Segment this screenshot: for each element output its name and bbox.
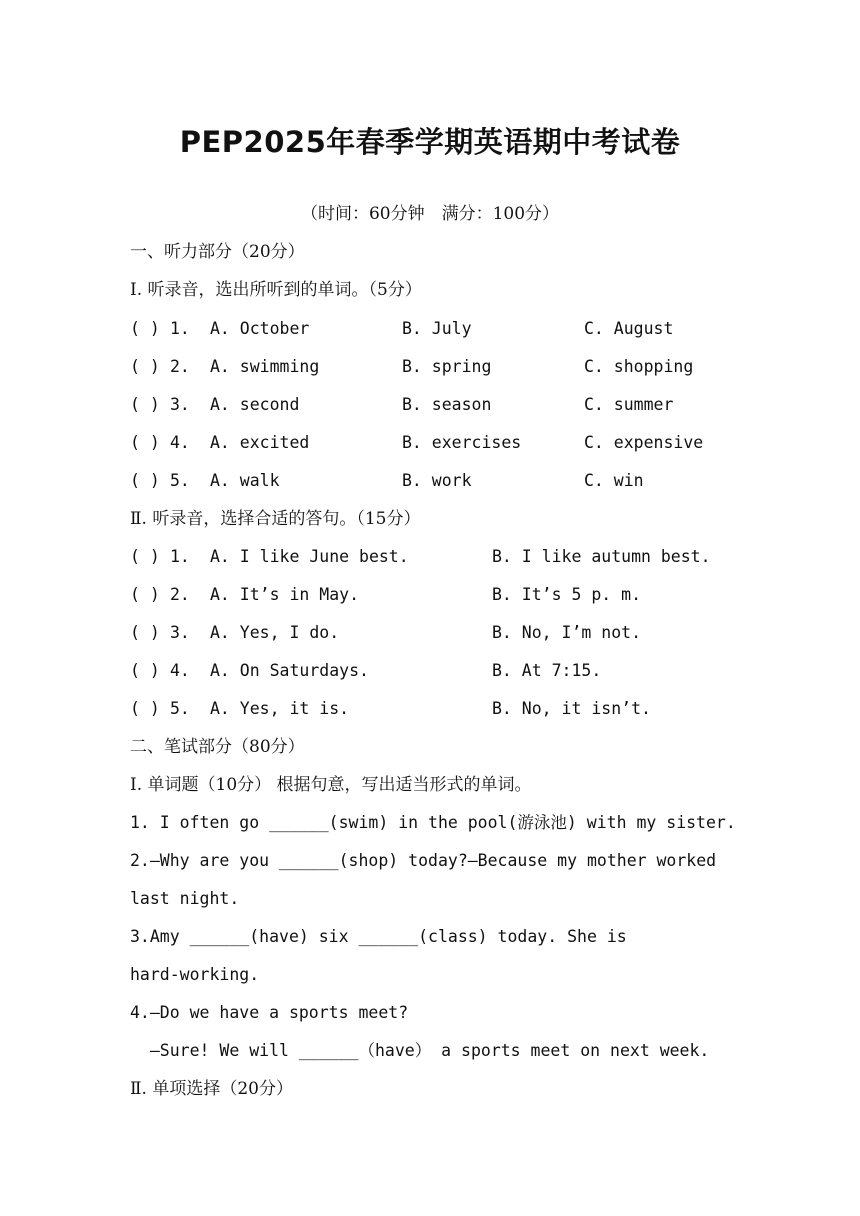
option-a: A. On Saturdays.: [210, 661, 369, 680]
answer-blank[interactable]: ( ): [130, 699, 160, 718]
answer-blank[interactable]: ( ): [130, 585, 160, 604]
fill-blank-question-cont: last night.: [130, 889, 240, 908]
question-row: [130, 355, 750, 379]
answer-blank[interactable]: ( ): [130, 661, 160, 680]
question-number: 4.: [170, 433, 190, 452]
option-c: C. expensive: [584, 433, 704, 452]
option-b: B. At 7:15.: [492, 661, 602, 680]
answer-blank[interactable]: ( ): [130, 547, 160, 566]
answer-blank[interactable]: ( ): [130, 471, 160, 490]
multiple-choice-heading: Ⅱ. 单项选择（20分）: [130, 1079, 293, 1099]
question-number: 3.: [170, 623, 190, 642]
option-a: A. swimming: [210, 357, 320, 376]
fill-blank-question: 3.Amy ______(have) six ______(class) today. She is: [130, 927, 627, 946]
question-number: 1.: [170, 319, 190, 338]
option-b: B. I like autumn best.: [492, 547, 711, 566]
option-b: B. No, I’m not.: [492, 623, 642, 642]
question-number: 5.: [170, 471, 190, 490]
question-row: [130, 431, 750, 455]
question-number: 2.: [170, 585, 190, 604]
answer-blank[interactable]: ( ): [130, 357, 160, 376]
option-b: B. It’s 5 p. m.: [492, 585, 642, 604]
question-row: [130, 469, 750, 493]
part1-heading: 一、听力部分（20分）: [130, 242, 305, 262]
option-a: A. Yes, it is.: [210, 699, 350, 718]
fill-blank-question-cont: hard-working.: [130, 965, 260, 984]
answer-blank[interactable]: ( ): [130, 623, 160, 642]
question-number: 1.: [170, 547, 190, 566]
option-a: A. Yes, I do.: [210, 623, 340, 642]
question-row: [130, 621, 750, 645]
question-row: [130, 659, 750, 683]
option-b: B. season: [402, 395, 492, 414]
answer-blank[interactable]: ( ): [130, 319, 160, 338]
question-row: [130, 317, 750, 341]
option-c: C. shopping: [584, 357, 694, 376]
fill-blank-question-cont: —Sure! We will ______（have） a sports meet on next week.: [130, 1041, 710, 1060]
vocab-section-heading: Ⅰ. 单词题（10分） 根据句意，写出适当形式的单词。: [130, 775, 532, 795]
fill-blank-question: 1. I often go ______(swim) in the pool(游泳池) with my sister.: [130, 813, 736, 832]
question-number: 2.: [170, 357, 190, 376]
question-number: 4.: [170, 661, 190, 680]
question-row: [130, 583, 750, 607]
option-a: A. October: [210, 319, 310, 338]
option-c: C. win: [584, 471, 644, 490]
exam-time-score: （时间：60分钟 满分：100分）: [300, 204, 560, 224]
question-number: 5.: [170, 699, 190, 718]
question-row: [130, 393, 750, 417]
answer-blank[interactable]: ( ): [130, 433, 160, 452]
listening-section1-heading: Ⅰ. 听录音，选出所听到的单词。（5分）: [130, 280, 422, 300]
option-b: B. spring: [402, 357, 492, 376]
option-b: B. exercises: [402, 433, 522, 452]
option-a: A. It’s in May.: [210, 585, 360, 604]
option-c: C. August: [584, 319, 674, 338]
option-a: A. I like June best.: [210, 547, 409, 566]
question-number: 3.: [170, 395, 190, 414]
option-b: B. work: [402, 471, 472, 490]
answer-blank[interactable]: ( ): [130, 395, 160, 414]
question-row: [130, 697, 750, 721]
question-row: [130, 545, 750, 569]
part2-heading: 二、笔试部分（80分）: [130, 737, 305, 757]
option-b: B. July: [402, 319, 472, 338]
listening-section2-heading: Ⅱ. 听录音，选择合适的答句。（15分）: [130, 509, 421, 529]
option-c: C. summer: [584, 395, 674, 414]
option-a: A. walk: [210, 471, 280, 490]
option-a: A. excited: [210, 433, 310, 452]
fill-blank-question: 4.—Do we have a sports meet?: [130, 1003, 409, 1022]
fill-blank-question: 2.—Why are you ______(shop) today?—Because my mother worked: [130, 851, 717, 870]
option-a: A. second: [210, 395, 300, 414]
page-title: PEP2025年春季学期英语期中考试卷: [179, 125, 681, 159]
option-b: B. No, it isn’t.: [492, 699, 651, 718]
